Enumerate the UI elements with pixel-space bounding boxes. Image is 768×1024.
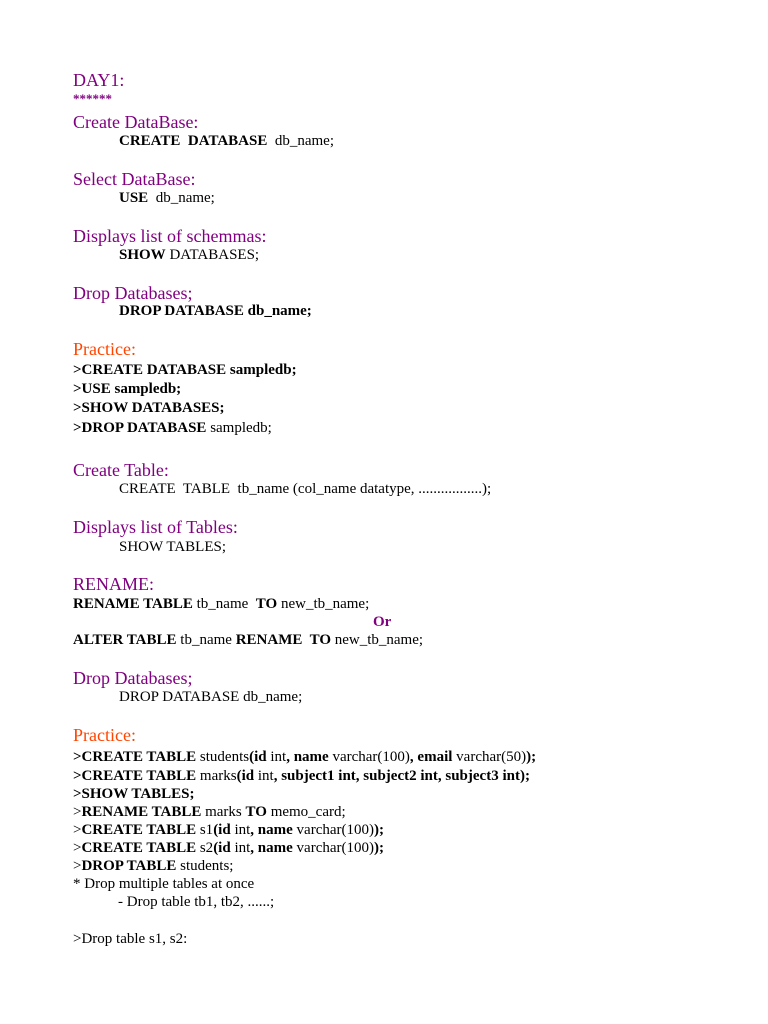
keyword: ALTER TABLE xyxy=(73,632,177,648)
keyword: USE xyxy=(119,190,149,206)
syntax-text: s1 xyxy=(196,822,214,838)
keyword: ); xyxy=(526,749,537,765)
keyword: , subject1 int, subject2 int, subject3 int); xyxy=(273,768,530,784)
practice2-line-1 xyxy=(73,748,536,766)
drop-multiple-note: * Drop multiple tables at once xyxy=(73,876,255,892)
syntax-text: varchar(100) xyxy=(292,840,375,856)
list-schemas-syntax xyxy=(119,246,259,264)
syntax-text: memo_card; xyxy=(266,804,346,820)
list-schemas-heading: Displays list of schemmas: xyxy=(73,226,267,246)
keyword: ); xyxy=(374,840,385,856)
syntax-text: new_tb_name; xyxy=(277,596,370,612)
alter-table-syntax xyxy=(73,631,423,649)
practice2-line-7 xyxy=(73,857,233,875)
syntax-text: marks xyxy=(201,804,246,820)
create-table-syntax: CREATE TABLE tb_name (col_name datatype, .................); xyxy=(119,481,492,497)
syntax-text: tb_name xyxy=(192,596,256,612)
syntax-text: db_name; xyxy=(148,190,215,206)
syntax-text: varchar(100) xyxy=(328,749,410,765)
practice2-line-2 xyxy=(73,767,530,785)
drop-databases-heading: Drop Databases; xyxy=(73,283,193,303)
syntax-text: int xyxy=(266,749,287,765)
practice1-line-3: >SHOW DATABASES; xyxy=(73,400,225,416)
keyword: , email xyxy=(409,749,453,765)
keyword: , name xyxy=(250,840,293,856)
select-database-syntax xyxy=(119,189,215,207)
practice1-line-4 xyxy=(73,419,272,437)
syntax-text: tb_name xyxy=(176,632,236,648)
keyword: (id xyxy=(249,749,267,765)
drop-multiple-syntax: - Drop table tb1, tb2, ......; xyxy=(118,894,275,910)
syntax-text: > xyxy=(73,840,82,856)
drop-database-syntax: DROP DATABASE db_name; xyxy=(119,303,312,319)
practice2-line-5 xyxy=(73,821,384,839)
keyword: , name xyxy=(250,822,293,838)
syntax-text: students xyxy=(196,749,250,765)
syntax-text: db_name; xyxy=(267,133,335,149)
practice2-line-4 xyxy=(73,803,346,821)
drop-databases-heading-2: Drop Databases; xyxy=(73,668,193,688)
practice1-line-2: >USE sampledb; xyxy=(73,381,182,397)
practice-heading-2: Practice: xyxy=(73,725,136,745)
day-title: DAY1: xyxy=(73,70,125,90)
practice2-line-3: >SHOW TABLES; xyxy=(73,786,195,802)
keyword: , name xyxy=(286,749,329,765)
drop-database-syntax-2: DROP DATABASE db_name; xyxy=(119,689,303,705)
syntax-text: marks xyxy=(196,768,237,784)
syntax-text: int xyxy=(230,822,251,838)
syntax-text: > xyxy=(73,858,82,874)
syntax-text: sampledb; xyxy=(206,420,272,436)
practice1-line-1: >CREATE DATABASE sampledb; xyxy=(73,362,297,378)
syntax-text: DATABASES; xyxy=(165,247,260,263)
keyword: TO xyxy=(245,804,267,820)
keyword: CREATE TABLE xyxy=(81,822,197,838)
keyword: >CREATE TABLE xyxy=(73,768,197,784)
syntax-text: int xyxy=(230,840,251,856)
syntax-text: varchar(50) xyxy=(452,749,527,765)
keyword: (id xyxy=(236,768,255,784)
syntax-text: new_tb_name; xyxy=(330,632,424,648)
keyword: RENAME TO xyxy=(235,632,331,648)
practice-heading-1: Practice: xyxy=(73,339,136,359)
keyword: RENAME TABLE xyxy=(73,596,193,612)
keyword: CREATE TABLE xyxy=(81,840,197,856)
select-database-heading: Select DataBase: xyxy=(73,169,196,189)
rename-heading: RENAME: xyxy=(73,574,154,594)
keyword: TO xyxy=(255,596,278,612)
list-tables-syntax: SHOW TABLES; xyxy=(119,539,227,555)
create-database-heading: Create DataBase: xyxy=(73,112,199,132)
keyword: >DROP DATABASE xyxy=(73,420,207,436)
syntax-text: int xyxy=(254,768,274,784)
practice2-line-6 xyxy=(73,839,384,857)
syntax-text: s2 xyxy=(196,840,214,856)
rename-table-syntax xyxy=(73,595,369,613)
keyword: >CREATE TABLE xyxy=(73,749,197,765)
keyword: (id xyxy=(213,822,231,838)
keyword: DROP TABLE xyxy=(81,858,177,874)
keyword: (id xyxy=(213,840,231,856)
syntax-text: > xyxy=(73,822,82,838)
list-tables-heading: Displays list of Tables: xyxy=(73,517,238,537)
syntax-text: students; xyxy=(176,858,234,874)
keyword: CREATE DATABASE xyxy=(119,133,268,149)
keyword: RENAME TABLE xyxy=(81,804,202,820)
stars-divider: ****** xyxy=(73,91,112,106)
keyword: ); xyxy=(374,822,385,838)
syntax-text: > xyxy=(73,804,82,820)
practice2-last-line: >Drop table s1, s2: xyxy=(73,931,188,947)
create-table-heading: Create Table: xyxy=(73,460,169,480)
create-database-syntax xyxy=(119,132,334,150)
or-label: Or xyxy=(373,614,392,630)
syntax-text: varchar(100) xyxy=(292,822,375,838)
keyword: SHOW xyxy=(119,247,166,263)
